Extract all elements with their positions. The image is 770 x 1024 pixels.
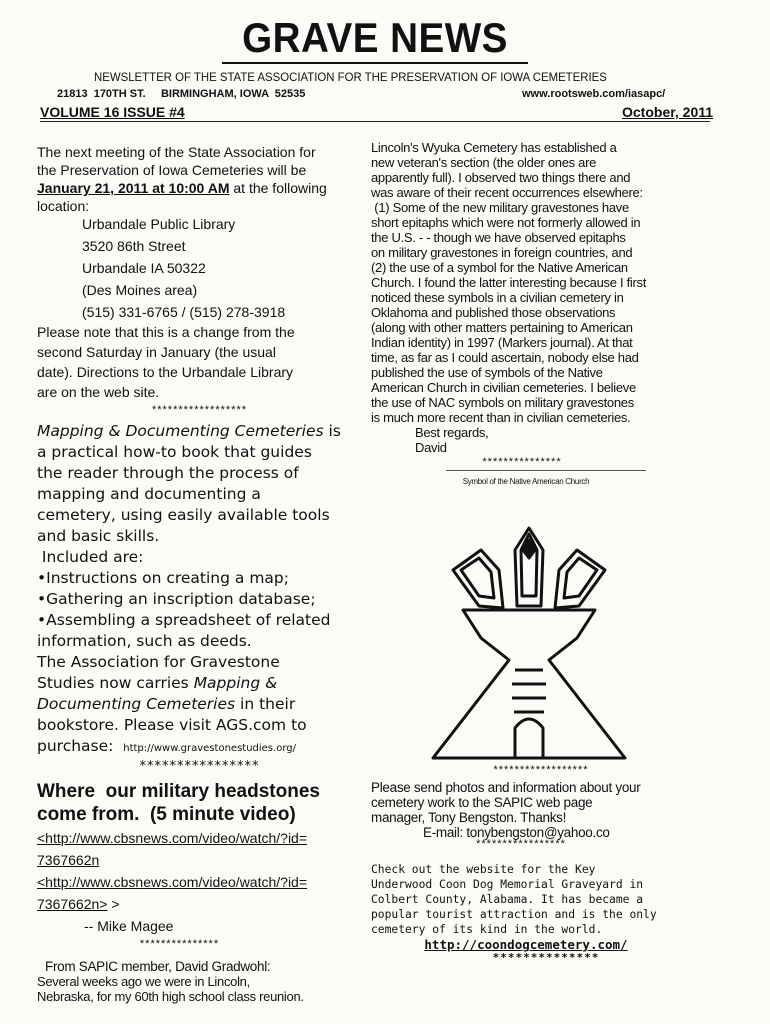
meeting-note-line: are on the web site. [37,384,160,400]
letter-line: was aware of their recent occurrences elsewhere: [371,185,643,200]
letter-regards: Best regards, [415,425,489,440]
newsletter-subtitle: NEWSLETTER OF THE STATE ASSOCIATION FOR THE PRESERVATION OF IOWA CEMETERIES [94,70,607,84]
meeting-intro-line: January 21, 2011 at 10:00 AM at the following [37,180,327,196]
video-link[interactable]: <http://www.cbsnews.com/video/watch/?id= [37,830,308,846]
issue-date: October, 2011 [622,104,714,120]
letter-signature: David [415,440,447,455]
meeting-area: (Des Moines area) [82,282,198,298]
right-column [371,140,711,964]
coondog-url[interactable]: http://coondogcemetery.com/ [424,937,628,952]
coondog-line: Colbert County, Alabama. It has became a [371,893,644,906]
meeting-city: Urbandale IA 50322 [82,260,206,276]
coondog-notice [371,862,711,964]
letter-line: (2) the use of a symbol for the Native American [371,260,628,275]
symbol-caption: Symbol of the Native American Church [462,477,590,486]
book-included: Included are: [37,548,144,566]
book-line: and basic skills. [37,527,160,545]
separator-stars: ****************** [151,404,248,416]
video-heading: Where our military headstones [37,781,320,802]
ags-line: bookstore. Please visit AGS.com to [37,716,307,734]
letter-line: Church. I found the latter interesting because I first [371,275,647,290]
website-address: www.rootsweb.com/iasapc/ [522,88,666,100]
meeting-intro-line: The next meeting of the State Association for [37,144,316,160]
ags-line: purchase: http://www.gravestonestudies.org/ [37,737,296,755]
ags-line: Studies now carries Mapping & [37,674,278,692]
ags-url[interactable]: http://www.gravestonestudies.org/ [123,743,296,754]
book-notice [37,421,362,774]
gradwohl-letter [371,140,711,489]
book-line: cemetery, using easily available tools [37,506,330,524]
letter-line: time, as far as I could ascertain, nobody else had [371,350,639,365]
book-line: a practical how-to book that guides [37,443,312,461]
title-rule [222,62,528,64]
book-bullet: •Gathering an inscription database; [37,590,316,608]
letter-line: apparently full). I observed two things there and [371,170,631,185]
meeting-notice [37,143,362,419]
separator-stars: ***************** [476,838,566,850]
letter-line: is much more recent than in civilian cemeteries. [371,410,631,425]
book-bullet: •Instructions on creating a map; [37,569,289,587]
coondog-line: Underwood Coon Dog Memorial Graveyard in [371,878,644,891]
meeting-note-line: second Saturday in January (the usual [37,344,276,360]
letter-line: (1) Some of the new military gravestones have [371,200,629,215]
newsletter-title: GRAVE NEWS [242,14,508,61]
video-link-line: 7367662n> > [37,896,120,912]
book-line: the reader through the process of [37,464,299,482]
letter-line: the U.S. - - though we have observed epitaphs [371,230,626,245]
separator-stars: ****************** [493,764,589,776]
photos-line: Please send photos and information about your [371,780,641,795]
separator-stars: *************** [139,938,220,950]
video-link[interactable]: 7367662n [37,852,100,868]
letter-line: new veteran's section (the older ones are [371,155,597,170]
native-american-church-symbol-icon [419,510,639,775]
left-column [37,143,362,1004]
separator-stars: ************** [492,951,600,964]
letter-line: on military gravestones in foreign countries, and [371,245,633,260]
letter-line: Lincoln's Wyuka Cemetery has established a [371,140,617,155]
separator-stars: **************** [139,759,260,774]
ags-line: The Association for Gravestone [37,653,280,671]
video-heading: come from. (5 minute video) [37,804,296,825]
book-line: mapping and documenting a [37,485,261,503]
gradwohl-line: Nebraska, for my 60th high school class reunion. [37,989,304,1004]
header-rule [40,121,710,122]
gradwohl-line: From SAPIC member, David Gradwohl: [45,959,271,974]
meeting-street: 3520 86th Street [82,238,186,254]
video-author: -- Mike Magee [84,918,174,934]
photos-notice [371,780,711,848]
video-link[interactable]: 7367662n> [37,896,108,912]
mailing-address: 21813 170TH ST. BIRMINGHAM, IOWA 52535 [57,88,306,100]
coondog-line: Check out the website for the Key [371,863,596,876]
letter-line: the use of NAC symbols on military gravestones [371,395,634,410]
letter-line: noticed these symbols in a civilian cemetery in [371,290,624,305]
gradwohl-line: Several weeks ago we were in Lincoln, [37,974,250,989]
letter-line: Oklahoma and published those observations [371,305,616,320]
meeting-intro-line: the Preservation of Iowa Cemeteries will be [37,162,307,178]
coondog-line: cemetery of its kind in the world. [371,923,603,936]
meeting-venue: Urbandale Public Library [82,216,236,232]
meeting-date: January 21, 2011 at 10:00 AM [37,180,230,196]
volume-issue: VOLUME 16 ISSUE #4 [40,104,185,120]
gradwohl-intro [37,959,362,1004]
book-bullet: information, such as deeds. [37,632,252,650]
ags-line: Documenting Cemeteries in their [37,695,296,713]
letter-line: (along with other matters pertaining to American [371,320,633,335]
letter-line: published the use of symbols of the Native [371,365,603,380]
meeting-intro-line: location: [37,198,90,214]
letter-line: American Church in civilian cemeteries. I believe [371,380,636,395]
meeting-note-line: Please note that this is a change from the [37,324,295,340]
meeting-phones: (515) 331-6765 / (515) 278-3918 [82,304,286,320]
video-link[interactable]: <http://www.cbsnews.com/video/watch/?id= [37,874,308,890]
letter-line: Indian identity) in 1997 (Markers journal). At that [371,335,633,350]
photos-line: cemetery work to the SAPIC web page [371,795,593,810]
coondog-line: popular tourist attraction and is the only [371,908,657,921]
book-title: Mapping & Documenting Cemeteries [37,422,324,440]
meeting-note-line: date). Directions to the Urbandale Library [37,364,294,380]
video-notice [37,780,362,953]
photos-line: manager, Tony Bengston. Thanks! [371,810,567,825]
separator-stars: *************** [482,456,562,468]
photos-email[interactable]: E-mail: tonybengston@yahoo.co [423,825,610,840]
letter-line: short epitaphs which were not formerly allowed in [371,215,641,230]
video-links [37,829,362,953]
book-line: Mapping & Documenting Cemeteries is [37,422,341,440]
book-bullet: •Assembling a spreadsheet of related [37,611,331,629]
